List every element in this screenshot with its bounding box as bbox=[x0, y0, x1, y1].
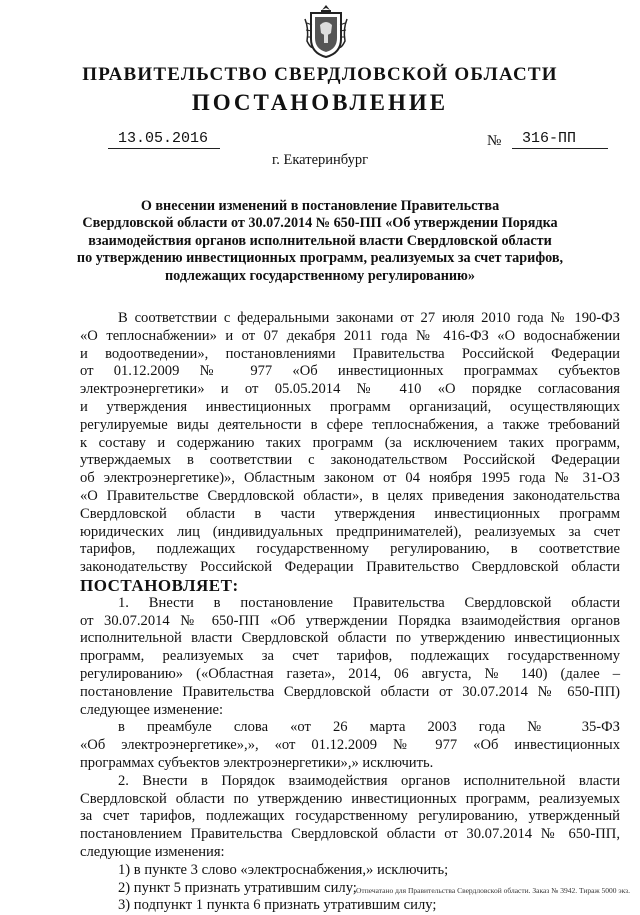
item1-line: следующее изменение: bbox=[80, 701, 224, 718]
preamble-line: утверждаемых в соответствии с законодательством Российской Федерации bbox=[80, 452, 620, 469]
item1-line: программ, реализуемых за счет тарифов, подлежащих государственному bbox=[80, 648, 620, 665]
preamble-line: законодательству Российской Федерации Правительство Свердловской области bbox=[80, 559, 620, 576]
preamble-line: от 01.12.2009 № 977 «Об инвестиционных программах субъектов bbox=[80, 363, 620, 380]
item2-line: 2) пункт 5 признать утратившим силу; bbox=[118, 879, 357, 896]
document-date: 13.05.2016 bbox=[118, 130, 209, 147]
item1-line: 1. Внести в постановление Правительства Свердловской области bbox=[118, 594, 620, 611]
item1-line: программах субъектов электроэнергетики»,» исключить. bbox=[80, 754, 434, 771]
document-body bbox=[0, 310, 640, 915]
item1-line: от 30.07.2014 № 650-ПП «Об утверждении Порядка взаимодействия органов bbox=[80, 612, 620, 629]
item2-line: за счет тарифов, подлежащих государственному регулированию, утвержденный bbox=[80, 808, 620, 825]
item2-line: Свердловской области по утверждению инвестиционных программ, реализуемых bbox=[80, 790, 620, 807]
title-line: Свердловской области от 30.07.2014 № 650-ПП «Об утверждении Порядка bbox=[82, 215, 558, 232]
preamble-line: об электроэнергетике)», Областным законом от 04 ноября 1995 года № 31-ОЗ bbox=[80, 470, 620, 487]
preamble-line: регулируемые виды деятельности в сфере теплоснабжения, а также требований bbox=[80, 416, 620, 433]
title-line: взаимодействия органов исполнительной власти Свердловской области bbox=[88, 232, 552, 249]
title-line: по утверждению инвестиционных программ, реализуемых за счет тарифов, bbox=[76, 250, 564, 267]
number-underline bbox=[512, 148, 608, 149]
item2-line: постановлением Правительства Свердловской области от 30.07.2014 № 650-ПП, bbox=[80, 826, 620, 843]
document-title bbox=[70, 198, 570, 285]
preamble-line: «О Правительстве Свердловской области», в целях приведения законодательства bbox=[80, 487, 620, 504]
item2-line: следующие изменения: bbox=[80, 843, 225, 860]
date-underline bbox=[108, 148, 220, 149]
item1-line: постановление Правительства Свердловской области от 30.07.2014 № 650-ПП) bbox=[80, 683, 620, 700]
preamble-line: В соответствии с федеральными законами от 27 июля 2010 года № 190-ФЗ bbox=[118, 310, 620, 326]
preamble-line: тарифов, подлежащих государственному регулированию, в соответствие bbox=[80, 541, 620, 558]
decree-word: ПОСТАНОВЛЯЕТ: bbox=[80, 575, 239, 595]
title-line: О внесении изменений в постановление Правительства bbox=[140, 198, 500, 214]
item1-line: «Об электроэнергетике»,», «от 01.12.2009 № 977 «Об инвестиционных bbox=[80, 737, 620, 754]
item2-line: 3) подпункт 1 пункта 6 признать утратившим силу; bbox=[118, 897, 437, 914]
organization-name: ПРАВИТЕЛЬСТВО СВЕРДЛОВСКОЙ ОБЛАСТИ bbox=[82, 64, 558, 85]
city: г. Екатеринбург bbox=[271, 152, 369, 168]
item2-line: 1) в пункте 3 слово «электроснабжения,» исключить; bbox=[118, 861, 449, 878]
preamble-line: и утверждения инвестиционных программ организаций, осуществляющих bbox=[80, 398, 620, 415]
item1-line: в преамбуле слова «от 26 марта 2003 года № 35-ФЗ bbox=[118, 719, 620, 736]
preamble-line: и водоотведении», постановлениями Правительства Российской Федерации bbox=[80, 345, 620, 362]
preamble-line: «О теплоснабжении» и от 07 декабря 2011 года № 416-ФЗ «О водоснабжении bbox=[80, 327, 620, 344]
item1-line: регулированию» («Областная газета», 2014, 06 августа, № 140) (далее – bbox=[80, 665, 620, 682]
print-footer: Отпечатано для Правительства Свердловской области. Заказ № 3942. Тираж 5000 экз. bbox=[356, 886, 630, 895]
preamble-line: Свердловской области в части утверждения инвестиционных программ bbox=[80, 505, 620, 522]
preamble-line: юридических лиц (индивидуальных предпринимателей), реализуемых за счет bbox=[80, 523, 620, 540]
document-number: 316-ПП bbox=[522, 130, 577, 147]
document-type: ПОСТАНОВЛЕНИЕ bbox=[191, 90, 449, 115]
preamble-line: электроэнергетики» и от 05.05.2014 № 410 «О порядке согласования bbox=[80, 381, 620, 398]
item1-line: исполнительной власти Свердловской области по утверждению инвестиционных bbox=[80, 630, 620, 647]
number-sign: № bbox=[487, 133, 502, 149]
coat-of-arms-icon bbox=[303, 3, 349, 59]
preamble-line: к составу и содержанию таких программ (за исключением таких программ, bbox=[80, 434, 620, 451]
item2-line: 2. Внести в Порядок взаимодействия органов исполнительной власти bbox=[118, 772, 620, 789]
title-line: подлежащих государственному регулированию» bbox=[165, 267, 475, 284]
